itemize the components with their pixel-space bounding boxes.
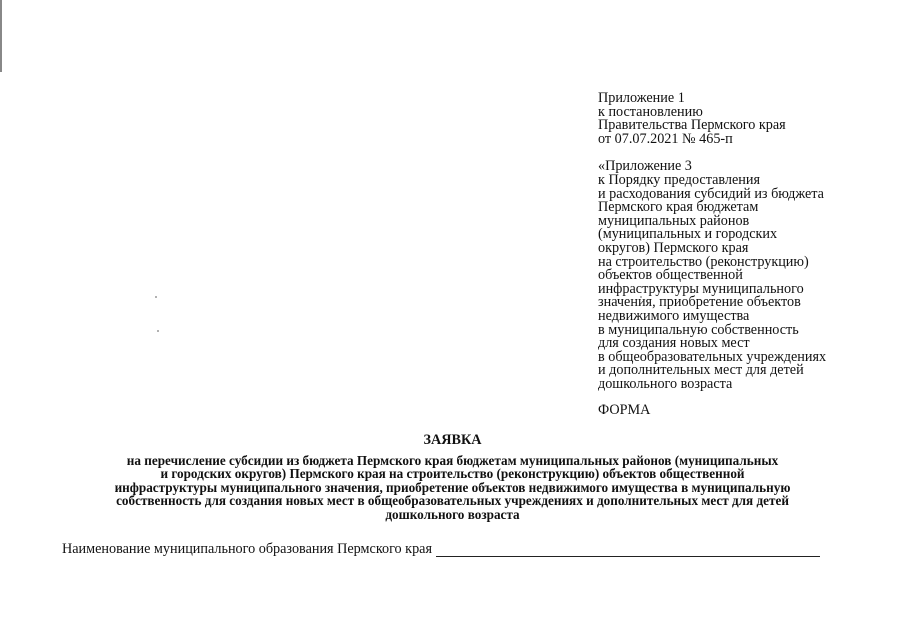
annex-line: для создания новых мест bbox=[598, 335, 750, 352]
municipality-field-label: Наименование муниципального образования Пермского края bbox=[62, 541, 432, 557]
annex-line: муниципальных районов bbox=[598, 212, 750, 229]
annex-line: к Порядку предоставления bbox=[598, 171, 760, 188]
form-label: ФОРМА bbox=[598, 402, 651, 418]
appendix-header bbox=[598, 92, 898, 391]
municipality-field-row bbox=[62, 541, 820, 557]
scan-edge-mark bbox=[0, 0, 2, 72]
subtitle-line: инфраструктуры муниципального значения, приобретение объектов недвижимого имущества в муниципальную bbox=[114, 479, 791, 495]
document-title: ЗАЯВКА bbox=[423, 432, 482, 448]
annex-line: «Приложение 3 bbox=[598, 158, 692, 175]
subtitle-line: собственность для создания новых мест в общеобразовательных учреждениях и дополнительных мест для детей bbox=[116, 493, 789, 509]
subtitle-line: и городских округов) Пермского края на строительство (реконструкцию) объектов общественной bbox=[160, 466, 745, 482]
annex-line: и расходования субсидий из бюджета bbox=[598, 185, 824, 202]
annex-line: Пермского края бюджетам bbox=[598, 199, 759, 216]
subtitle-line: на перечисление субсидии из бюджета Пермского края бюджетам муниципальных районов (муниципальных bbox=[126, 453, 779, 468]
annex-line: и дополнительных мест для детей bbox=[598, 362, 804, 379]
subtitle-line: дошкольного возраста bbox=[385, 506, 520, 522]
annex-line: значения, приобретение объектов bbox=[598, 294, 801, 311]
appendix-line: от 07.07.2021 № 465-п bbox=[598, 130, 733, 147]
appendix-line: Приложение 1 bbox=[598, 90, 685, 106]
annex-line: дошкольного возраста bbox=[598, 375, 733, 392]
annex-line: объектов общественной bbox=[598, 267, 743, 284]
annex-line: инфраструктуры муниципального bbox=[598, 280, 804, 297]
appendix-line: к постановлению bbox=[598, 103, 703, 120]
annex-line: округов) Пермского края bbox=[598, 239, 749, 256]
annex-line: на строительство (реконструкцию) bbox=[598, 253, 809, 270]
scan-speck bbox=[157, 330, 159, 332]
annex-line: недвижимого имущества bbox=[598, 307, 750, 324]
annex-line: (муниципальных и городских bbox=[598, 226, 778, 243]
municipality-field-input[interactable] bbox=[436, 542, 820, 557]
annex-line: в муниципальную собственность bbox=[598, 321, 799, 338]
scan-speck bbox=[155, 296, 157, 298]
annex-line: в общеобразовательных учреждениях bbox=[598, 348, 827, 365]
document-subtitle bbox=[40, 454, 865, 521]
appendix-line: Правительства Пермского края bbox=[598, 117, 786, 134]
